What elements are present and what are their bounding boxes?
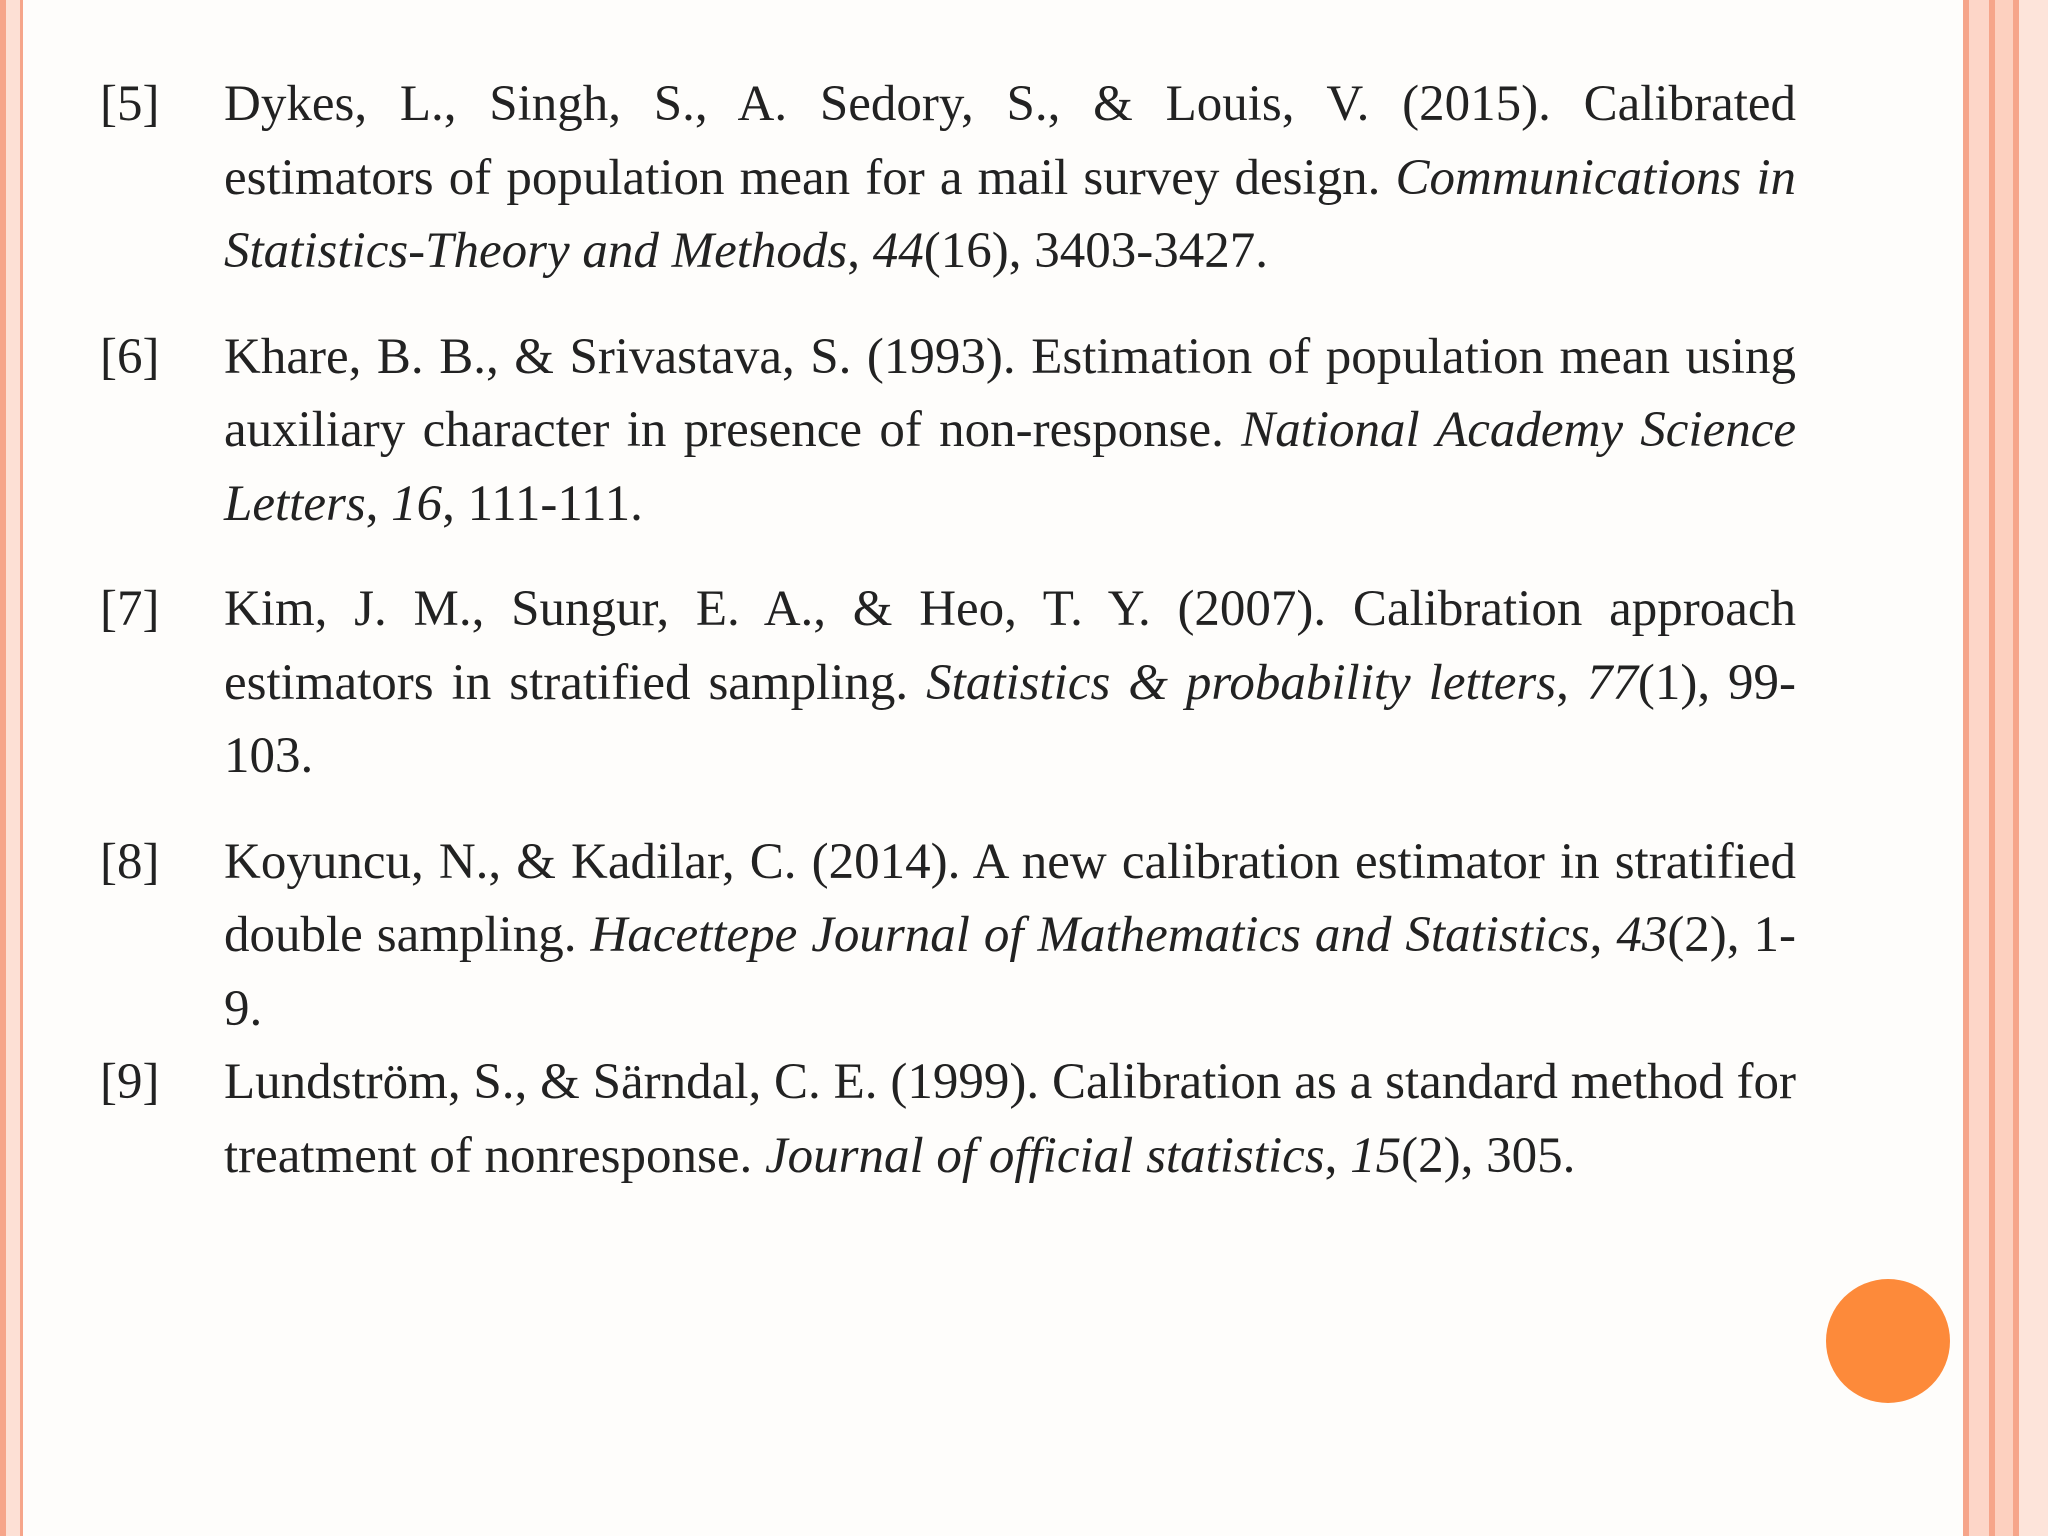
reference-list [100,68,1800,1193]
right-border-band [1969,0,1989,1536]
reference-journal: Hacettepe Journal of Mathematics and Statistics [590,907,1590,963]
reference-authors: Koyuncu, N., & Kadilar, C. (2014). [224,833,961,890]
reference-authors: Kim, J. M., Sungur, E. A., & Heo, T. Y. (2007). [224,581,1327,637]
reference-pages: (2), 1-9. [224,907,1796,1037]
reference-item [100,826,1800,1047]
reference-journal: Communications in Statistics-Theory and Methods [224,149,1797,279]
reference-number: [6] [100,328,160,385]
reference-title: A new calibration estimator in stratified double sampling. [224,833,1796,963]
reference-volume: 15 [1350,1127,1402,1184]
reference-title: Estimation of population mean using auxiliary character in presence of non-response. [224,328,1797,458]
reference-text: Lundström, S., & Särndal, C. E. (1999). Calibration as a standard method for treatment of nonresponse. Journal of official statistics, 15(2), 305. [224,1054,1797,1184]
reference-text: Khare, B. B., & Srivastava, S. (1993). Estimation of population mean using auxiliary character in presence of non-response. National Academy Science Letters, 16, 111-111. [224,328,1797,532]
reference-title: Calibration as a standard method for treatment of nonresponse. [224,1054,1797,1184]
reference-volume: 43 [1616,907,1668,963]
reference-journal: Statistics & probability letters [926,654,1557,711]
reference-number: [7] [100,581,160,637]
reference-volume: 77 [1586,654,1638,711]
right-border-band [2019,0,2048,1536]
reference-authors: Khare, B. B., & Srivastava, S. (1993). [224,328,1016,385]
reference-pages: (1), 99-103. [224,654,1797,784]
left-border-band [6,0,20,1536]
reference-text: Dykes, L., Singh, S., A. Sedory, S., & Louis, V. (2015). Calibrated estimators of population mean for a mail survey design. Communications in Statistics-Theory and Methods, 44(16), 3403-3427. [224,76,1797,279]
reference-pages: , 111-111. [442,475,643,532]
reference-item [100,68,1800,289]
reference-pages: (16), 3403-3427. [923,223,1268,279]
reference-volume: 44 [872,223,924,279]
reference-item [100,1046,1800,1193]
reference-pages: (2), 305. [1401,1127,1576,1184]
reference-volume: 16 [391,475,443,532]
reference-number: [9] [100,1054,160,1110]
reference-number: [5] [100,76,160,132]
reference-authors: Lundström, S., & Särndal, C. E. (1999). [224,1054,1040,1110]
reference-journal: Journal of official statistics [765,1127,1325,1184]
reference-text: Kim, J. M., Sungur, E. A., & Heo, T. Y. (2007). Calibration approach estimators in stratified sampling. Statistics & probability letters, 77(1), 99-103. [224,581,1797,784]
left-border-stripe [20,0,23,1536]
reference-journal: National Academy Science Letters [224,402,1797,532]
reference-title: Calibrated estimators of population mean for a mail survey design. [224,76,1797,206]
right-border-band [1995,0,2013,1536]
reference-item [100,573,1800,794]
reference-authors: Dykes, L., Singh, S., A. Sedory, S., & Louis, V. (2015). [224,76,1551,132]
reference-number: [8] [100,833,160,890]
orange-circle-decoration [1826,1279,1950,1403]
reference-text: Koyuncu, N., & Kadilar, C. (2014). A new calibration estimator in stratified double sampling. Hacettepe Journal of Mathematics and Statistics, 43(2), 1-9. [224,833,1796,1037]
reference-item [100,321,1800,542]
reference-title: Calibration approach estimators in stratified sampling. [224,581,1797,711]
